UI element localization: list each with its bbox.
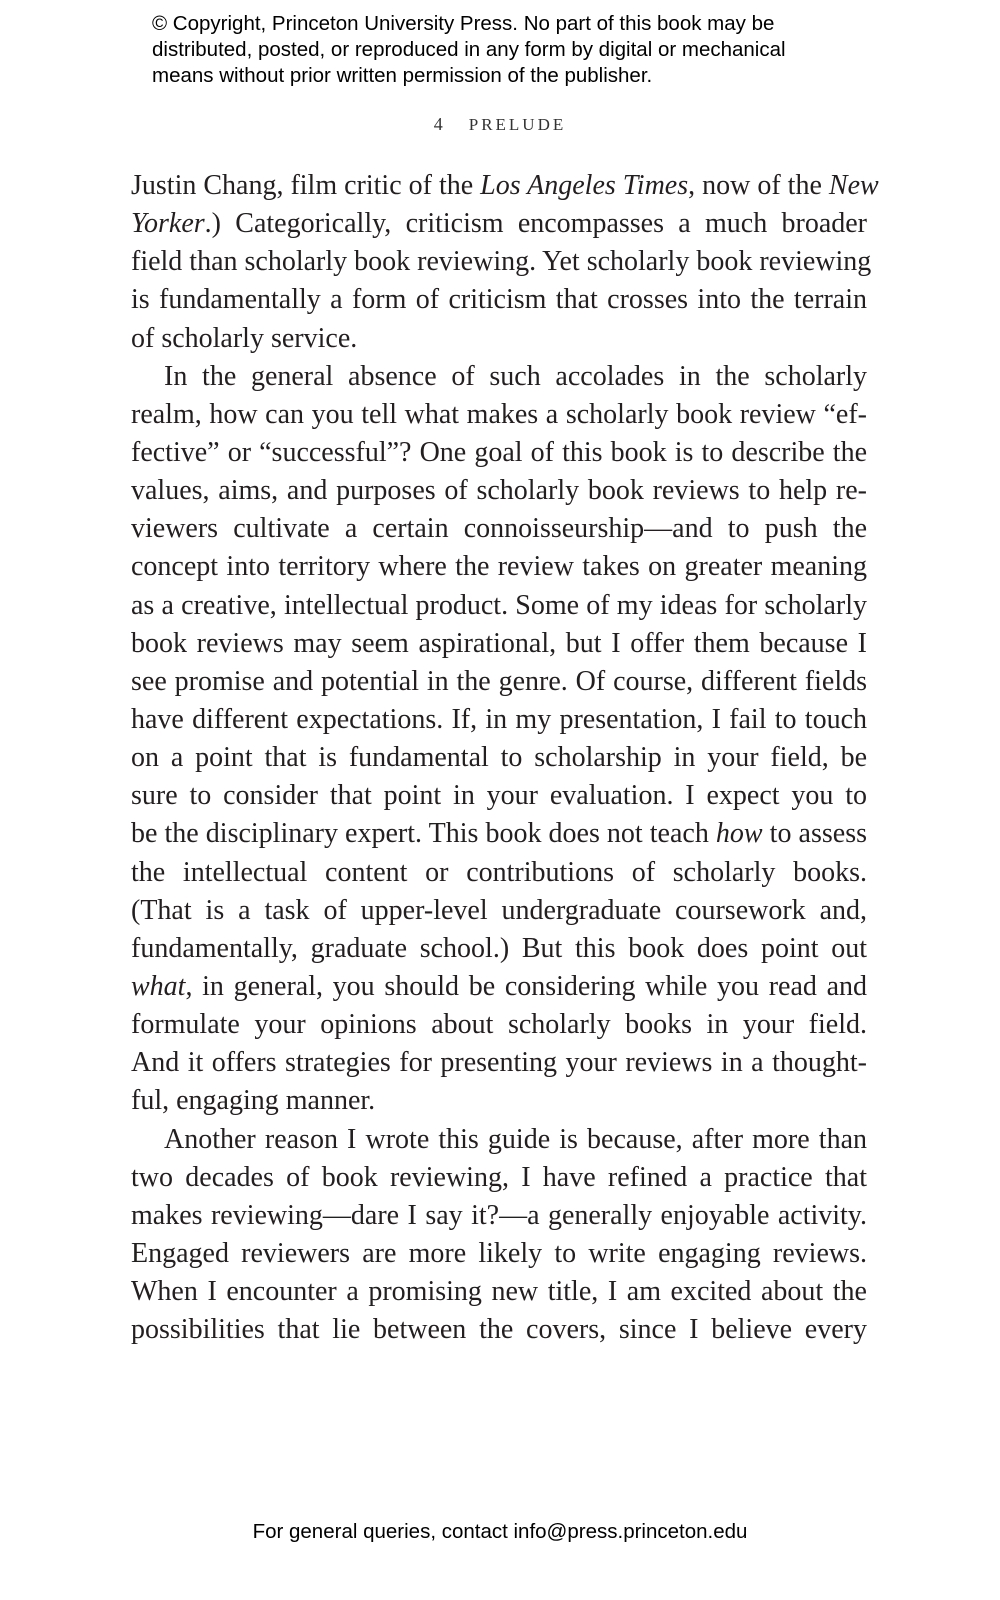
text-segment: is fundamentally a form of criticism that crosses into the terrain — [131, 284, 867, 316]
text-line — [131, 205, 867, 243]
text-line — [131, 434, 867, 472]
text-segment: fundamentally, graduate school.) But this book does point out — [131, 932, 867, 964]
text-segment: makes reviewing—dare I say it?—a generally enjoyable activity. — [131, 1199, 867, 1231]
text-line — [131, 167, 879, 205]
text-line — [131, 777, 867, 815]
text-segment: Justin Chang, film critic of the — [131, 170, 481, 201]
copyright-line: © Copyright, Princeton University Press. No part of this book may be — [152, 12, 775, 35]
footer-contact: For general queries, contact info@press.princeton.edu — [252, 1520, 748, 1543]
text-segment: In the general absence of such accolades in the scholarly — [164, 360, 867, 392]
text-line — [131, 510, 867, 548]
italic-text: how — [715, 818, 763, 850]
text-segment: Another reason I wrote this guide is because, after more than — [164, 1123, 867, 1155]
text-segment: concept into territory where the review takes on greater meaning — [131, 551, 867, 583]
text-line — [131, 854, 867, 892]
text-segment: on a point that is fundamental to scholarship in your field, be — [131, 742, 867, 774]
text-segment: of scholarly service. — [131, 322, 358, 354]
text-line — [131, 587, 867, 625]
copyright-notice — [152, 11, 786, 89]
text-line — [131, 1311, 867, 1349]
text-line — [131, 930, 867, 968]
italic-text: what — [131, 970, 186, 1002]
text-line — [131, 281, 867, 319]
text-segment: And it offers strategies for presenting your reviews in a thought- — [131, 1047, 867, 1079]
text-segment: ful, engaging manner. — [131, 1085, 376, 1117]
copyright-line: means without prior written permission of the publisher. — [152, 64, 653, 87]
text-segment: as a creative, intellectual product. Some of my ideas for scholarly — [131, 589, 867, 621]
paragraph — [131, 358, 867, 1121]
text-line — [131, 358, 867, 396]
text-segment: sure to consider that point in your evaluation. I expect you to — [131, 780, 867, 812]
text-line — [131, 968, 867, 1006]
italic-text: Los Angeles Times — [480, 170, 689, 201]
text-segment: book reviews may seem aspirational, but I offer them because I — [131, 627, 867, 659]
text-line — [131, 472, 867, 510]
text-line — [131, 1159, 867, 1197]
text-segment: to assess — [762, 818, 867, 850]
text-segment: , now of the — [688, 170, 829, 201]
text-segment: possibilities that lie between the covers, since I believe every — [131, 1314, 867, 1346]
text-line — [131, 1006, 867, 1044]
text-segment: viewers cultivate a certain connoisseurship—and to push the — [131, 513, 867, 545]
text-line — [131, 1082, 867, 1120]
text-line — [131, 1273, 867, 1311]
text-segment: fective” or “successful”? One goal of this book is to describe the — [131, 436, 867, 468]
text-segment: two decades of book reviewing, I have refined a practice that — [131, 1161, 867, 1193]
text-segment: values, aims, and purposes of scholarly book reviews to help re- — [131, 475, 867, 507]
text-segment: have different expectations. If, in my presentation, I fail to touch — [131, 703, 867, 735]
text-segment: the intellectual content or contributions of scholarly books. — [131, 856, 867, 888]
text-segment: realm, how can you tell what makes a scholarly book review “ef- — [131, 398, 867, 430]
text-segment: (That is a task of upper-level undergraduate coursework and, — [131, 894, 867, 926]
text-line — [131, 1197, 867, 1235]
paragraph — [131, 1121, 867, 1350]
text-line — [131, 243, 872, 281]
text-line — [131, 320, 867, 358]
text-segment: field than scholarly book reviewing. Yet scholarly book reviewing — [131, 246, 872, 278]
text-line — [131, 739, 867, 777]
italic-text: New — [828, 170, 879, 201]
text-line — [131, 548, 867, 586]
text-line — [131, 625, 867, 663]
paragraph — [131, 167, 879, 358]
text-segment: When I encounter a promising new title, I am excited about the — [131, 1276, 867, 1308]
text-line — [131, 892, 867, 930]
text-segment: be the disciplinary expert. This book does not teach — [131, 818, 716, 850]
text-segment: Engaged reviewers are more likely to write engaging reviews. — [131, 1237, 867, 1269]
text-segment: .) Categorically, criticism encompasses a much broader — [204, 208, 867, 240]
text-line — [131, 1235, 867, 1273]
italic-text: Yorker — [131, 208, 205, 240]
text-segment: formulate your opinions about scholarly books in your field. — [131, 1009, 867, 1041]
text-segment: see promise and potential in the genre. Of course, different fields — [131, 665, 867, 697]
text-line — [131, 815, 867, 853]
running-head — [0, 114, 1000, 135]
copyright-line: distributed, posted, or reproduced in any form by digital or mechanical — [152, 38, 786, 61]
body-text — [131, 167, 879, 1349]
text-line — [131, 1044, 867, 1082]
text-line — [131, 1121, 867, 1159]
text-line — [131, 701, 867, 739]
text-line — [131, 396, 867, 434]
text-segment: , in general, you should be considering while you read and — [185, 970, 867, 1002]
page-number: 4 — [433, 114, 443, 134]
text-line — [131, 663, 867, 701]
chapter-title: PRELUDE — [468, 115, 567, 134]
